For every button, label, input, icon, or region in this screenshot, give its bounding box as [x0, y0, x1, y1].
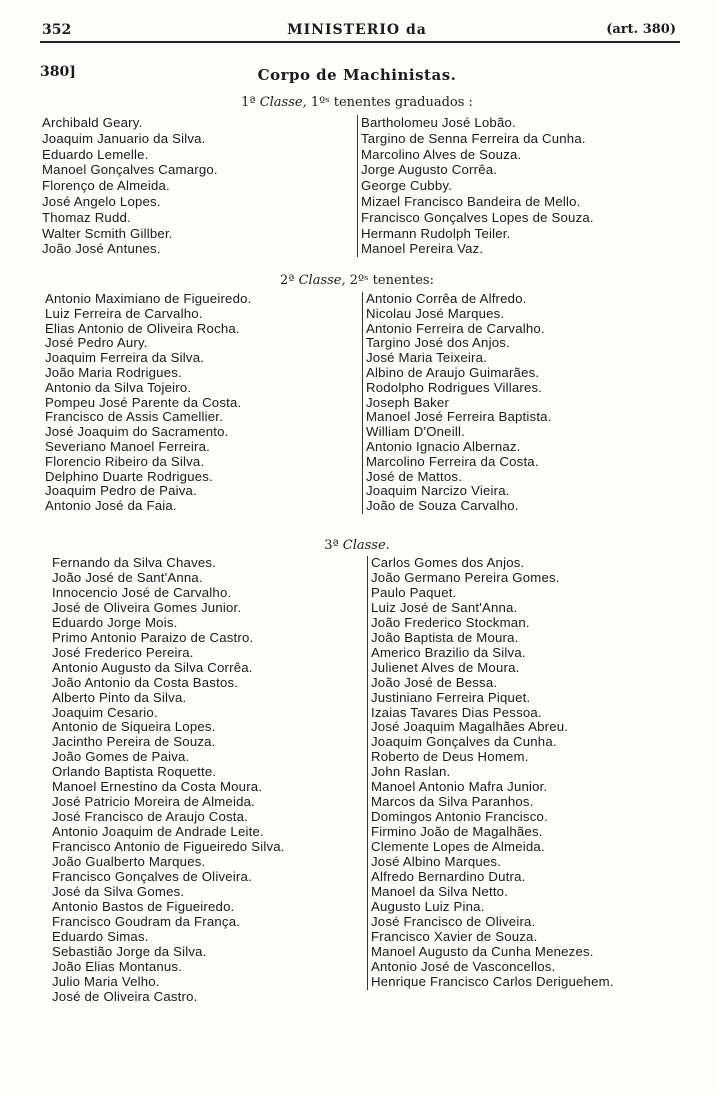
list-item: Alfredo Bernardino Dutra.: [371, 869, 526, 885]
list-item: Paulo Paquet.: [371, 584, 457, 600]
class-1-left-list: [42, 115, 218, 257]
class-1-rank: 1ºˢ tenentes graduados :: [310, 95, 473, 110]
list-item: João de Souza Carvalho.: [366, 498, 519, 514]
list-item: Manoel Antonio Mafra Junior.: [371, 779, 548, 795]
list-item: Joseph Baker: [366, 394, 450, 410]
list-item: Carlos Gomes dos Anjos.: [371, 555, 525, 570]
list-item: Severiano Manoel Ferreira.: [45, 438, 210, 454]
list-item: Julienet Alves de Moura.: [371, 659, 520, 675]
list-item: Francisco Goudram da França.: [52, 913, 241, 929]
list-item: Henrique Francisco Carlos Deriguehem.: [371, 973, 614, 989]
list-item: Francisco Xavier de Souza.: [371, 928, 538, 944]
list-item: Florencio Ribeiro da Silva.: [45, 453, 205, 469]
list-item: Joaquim Januario da Silva.: [42, 130, 206, 146]
list-item: José Patricio Moreira de Almeida.: [52, 794, 256, 810]
class-3-left-list: [52, 556, 285, 1005]
list-item: Sebastião Jorge da Silva.: [52, 943, 207, 959]
list-item: Antonio Corrêa de Alfredo.: [366, 291, 527, 306]
class-2-right-list: [362, 292, 552, 514]
list-item: Delphino Duarte Rodrigues.: [45, 468, 213, 484]
list-item: Antonio Maximiano de Figueiredo.: [45, 291, 252, 306]
list-item: João Germano Pereira Gomes.: [371, 569, 560, 585]
list-item: Mizael Francisco Bandeira de Mello.: [361, 193, 581, 209]
list-item: Thomaz Rudd.: [42, 209, 131, 225]
list-item: Augusto Luiz Pina.: [371, 898, 485, 914]
list-item: José de Mattos.: [366, 468, 463, 484]
list-item: Joaquim Pedro de Paiva.: [45, 483, 197, 499]
class-2-label: Classe,: [298, 273, 346, 288]
list-item: João Gualberto Marques.: [52, 854, 206, 870]
running-title: MINISTERIO da: [287, 22, 427, 38]
list-item: Albino de Araujo Guimarães.: [366, 364, 540, 380]
list-item: José da Silva Gomes.: [52, 883, 185, 899]
list-item: Americo Brazilio da Silva.: [371, 644, 526, 660]
list-item: Manoel Gonçalves Camargo.: [42, 162, 218, 178]
list-item: José Albino Marques.: [371, 854, 502, 870]
list-item: Joaquim Narcizo Vieira.: [366, 483, 510, 499]
class-1-ordinal: 1ª: [241, 95, 256, 110]
list-item: Marcolino Alves de Souza.: [361, 146, 522, 162]
list-item: Antonio Joaquim de Andrade Leite.: [52, 824, 264, 840]
list-item: Marcos da Silva Paranhos.: [371, 794, 534, 810]
list-item: Antonio Augusto da Silva Corrêa.: [52, 659, 253, 675]
list-item: Francisco Antonio de Figueiredo Silva.: [52, 839, 285, 855]
class-3-right-list: [367, 556, 614, 990]
list-item: Joaquim Cesario.: [52, 704, 158, 720]
list-item: Innocencio José de Carvalho.: [52, 584, 232, 600]
section-number: 380]: [40, 64, 76, 80]
list-item: João Gomes de Paiva.: [52, 749, 190, 765]
class-1-right-list: [357, 115, 594, 257]
page-number: 352: [42, 22, 72, 38]
list-item: João José de Sant'Anna.: [52, 569, 203, 585]
list-item: João Elias Montanus.: [52, 958, 183, 974]
list-item: Antonio José de Vasconcellos.: [371, 958, 556, 974]
list-item: Clemente Lopes de Almeida.: [371, 839, 545, 855]
article-reference: (art. 380): [606, 22, 676, 37]
list-item: José Pedro Aury.: [45, 335, 148, 351]
list-item: Hermann Rudolph Teiler.: [361, 225, 511, 241]
list-item: José Joaquim Magalhães Abreu.: [371, 719, 569, 735]
list-item: George Cubby.: [361, 178, 453, 194]
list-item: Antonio José da Faia.: [45, 498, 177, 514]
list-item: Firmino João de Magalhães.: [371, 824, 543, 840]
list-item: João Frederico Stockman.: [371, 614, 530, 630]
list-item: José Maria Teixeira.: [366, 350, 488, 366]
list-item: Francisco Gonçalves Lopes de Souza.: [361, 209, 594, 225]
class-2-ordinal: 2ª: [280, 273, 295, 288]
list-item: Orlando Baptista Roquette.: [52, 764, 217, 780]
list-item: Elias Antonio de Oliveira Rocha.: [45, 320, 240, 336]
list-item: Joaquim Ferreira da Silva.: [45, 350, 205, 366]
list-item: Antonio Bastos de Figueiredo.: [52, 898, 235, 914]
list-item: José de Oliveira Gomes Junior.: [52, 599, 242, 615]
list-item: Manoel Augusto da Cunha Menezes.: [371, 943, 594, 959]
list-item: João José de Bessa.: [371, 674, 498, 690]
list-item: Jacintho Pereira de Souza.: [52, 734, 216, 750]
section-title: Corpo de Machinistas.: [257, 66, 457, 84]
list-item: Pompeu José Parente da Costa.: [45, 394, 242, 410]
list-item: Bartholomeu José Lobão.: [361, 115, 516, 130]
list-item: Fernando da Silva Chaves.: [52, 555, 217, 570]
list-item: João Baptista de Moura.: [371, 629, 519, 645]
list-item: Luiz Ferreira de Carvalho.: [45, 305, 203, 321]
list-item: Florenço de Almeida.: [42, 178, 170, 194]
list-item: Luiz José de Sant'Anna.: [371, 599, 518, 615]
list-item: João Maria Rodrigues.: [45, 364, 182, 380]
class-2-rank: 2ºˢ tenentes:: [349, 273, 434, 288]
class-1-label: Classe,: [259, 95, 307, 110]
list-item: Marcolino Ferreira da Costa.: [366, 453, 539, 469]
list-item: Justiniano Ferreira Piquet.: [371, 689, 531, 705]
list-item: José Joaquim do Sacramento.: [45, 424, 229, 440]
class-3-label: Classe.: [342, 538, 390, 553]
list-item: William D'Oneill.: [366, 424, 465, 440]
list-item: José Frederico Pereira.: [52, 644, 194, 660]
list-item: Rodolpho Rodrigues Villares.: [366, 379, 543, 395]
header-rule: [40, 41, 680, 43]
list-item: Antonio da Silva Tojeiro.: [45, 379, 192, 395]
list-item: Izaias Tavares Dias Pessoa.: [371, 704, 542, 720]
list-item: Targino José dos Anjos.: [366, 335, 510, 351]
list-item: Francisco de Assis Camellier.: [45, 409, 224, 425]
list-item: Francisco Gonçalves de Oliveira.: [52, 869, 252, 885]
class-3-subtitle: [0, 538, 714, 553]
list-item: Archibald Geary.: [42, 115, 143, 130]
list-item: Jorge Augusto Corrêa.: [361, 162, 498, 178]
list-item: Alberto Pinto da Silva.: [52, 689, 187, 705]
list-item: Manoel Ernestino da Costa Moura.: [52, 779, 263, 795]
class-1-subtitle: [0, 95, 714, 110]
list-item: João José Antunes.: [42, 241, 161, 257]
list-item: Joaquim Gonçalves da Cunha.: [371, 734, 557, 750]
list-item: Manoel José Ferreira Baptista.: [366, 409, 552, 425]
list-item: José Angelo Lopes.: [42, 193, 161, 209]
list-item: Antonio de Siqueira Lopes.: [52, 719, 216, 735]
list-item: Julio Maria Velho.: [52, 973, 160, 989]
list-item: Roberto de Deus Homem.: [371, 749, 529, 765]
class-2-subtitle: [0, 273, 714, 288]
list-item: Eduardo Simas.: [52, 928, 149, 944]
list-item: João Antonio da Costa Bastos.: [52, 674, 239, 690]
list-item: Domingos Antonio Francisco.: [371, 809, 548, 825]
list-item: Manoel Pereira Vaz.: [361, 241, 484, 257]
list-item: Antonio Ferreira de Carvalho.: [366, 320, 545, 336]
list-item: Nicolau José Marques.: [366, 305, 505, 321]
class-3-ordinal: 3ª: [324, 538, 339, 553]
list-item: John Raslan.: [371, 764, 451, 780]
list-item: Eduardo Lemelle.: [42, 146, 149, 162]
list-item: Eduardo Jorge Mois.: [52, 614, 178, 630]
class-2-left-list: [45, 292, 252, 514]
list-item: Manoel da Silva Netto.: [371, 883, 509, 899]
list-item: Targino de Senna Ferreira da Cunha.: [361, 130, 586, 146]
list-item: Primo Antonio Paraizo de Castro.: [52, 629, 254, 645]
list-item: Walter Scmith Gillber.: [42, 225, 173, 241]
list-item: José Francisco de Oliveira.: [371, 913, 536, 929]
list-item: José Francisco de Araujo Costa.: [52, 809, 249, 825]
list-item: Antonio Ignacio Albernaz.: [366, 438, 521, 454]
list-item: José de Oliveira Castro.: [52, 988, 198, 1004]
